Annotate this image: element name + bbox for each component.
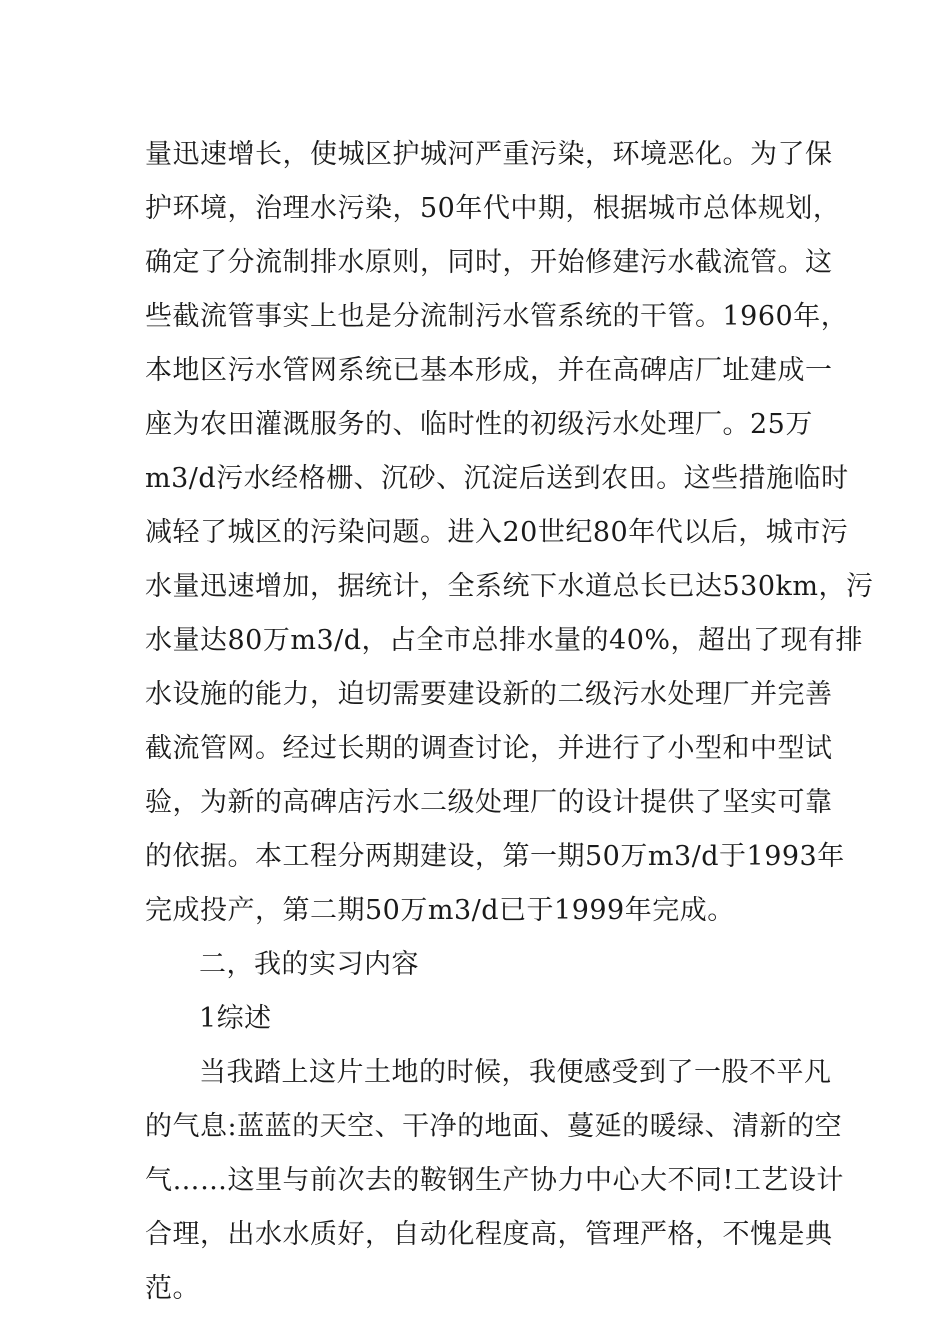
paragraph-2-line-1: 当我踏上这片土地的时候，我便感受到了一股不平凡 (199, 1057, 832, 1088)
paragraph-1-line-11: 水设施的能力，迫切需要建设新的二级污水处理厂并完善 (145, 679, 833, 710)
paragraph-1-line-4: 些截流管事实上也是分流制污水管系统的干管。1960年， (145, 301, 849, 332)
paragraph-1-line-9: 水量迅速增加，据统计，全系统下水道总长已达530km，污 (145, 571, 874, 602)
paragraph-1-line-3: 确定了分流制排水原则，同时，开始修建污水截流管。这 (145, 247, 833, 278)
subsection-heading: 1综述 (199, 1003, 272, 1034)
document-body (145, 128, 874, 1316)
paragraph-1-line-15: 完成投产，第二期50万m3/d已于1999年完成。 (145, 895, 735, 926)
paragraph-1-line-6: 座为农田灌溉服务的、临时性的初级污水处理厂。25万 (145, 409, 813, 440)
paragraph-1-line-2: 护环境，治理水污染，50年代中期，根据城市总体规划， (145, 193, 841, 224)
paragraph-2-line-5: 范。 (145, 1273, 200, 1304)
paragraph-1-line-13: 验，为新的高碑店污水二级处理厂的设计提供了坚实可靠 (145, 787, 833, 818)
paragraph-2-line-4: 合理，出水水质好，自动化程度高，管理严格，不愧是典 (145, 1219, 833, 1250)
paragraph-1-line-10: 水量达80万m3/d，占全市总排水量的40%，超出了现有排 (145, 625, 864, 656)
paragraph-1-line-5: 本地区污水管网系统已基本形成，并在高碑店厂址建成一 (145, 355, 833, 386)
paragraph-1-line-12: 截流管网。经过长期的调查讨论，并进行了小型和中型试 (145, 733, 833, 764)
paragraph-1-line-8: 减轻了城区的污染问题。进入20世纪80年代以后，城市污 (145, 517, 849, 548)
paragraph-2-line-2: 的气息:蓝蓝的天空、干净的地面、蔓延的暖绿、清新的空 (145, 1111, 843, 1142)
paragraph-1-line-7: m3/d污水经格栅、沉砂、沉淀后送到农田。这些措施临时 (145, 463, 849, 494)
section-heading: 二，我的实习内容 (199, 949, 419, 980)
paragraph-1-line-1: 量迅速增长，使城区护城河严重污染，环境恶化。为了保 (145, 139, 833, 170)
paragraph-1-line-14: 的依据。本工程分两期建设，第一期50万m3/d于1993年 (145, 841, 845, 872)
paragraph-2-line-3: 气……这里与前次去的鞍钢生产协力中心大不同!工艺设计 (145, 1165, 844, 1196)
